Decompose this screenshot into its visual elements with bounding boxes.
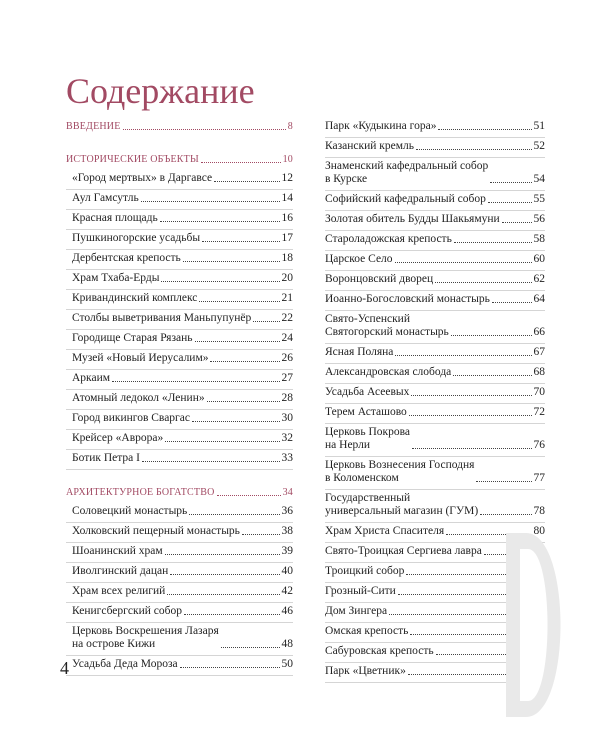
toc-entry[interactable] [66,210,293,230]
toc-entry-label: Казанский кремль [325,140,415,152]
toc-entry-page: 21 [281,292,293,304]
toc-entry[interactable] [66,603,293,623]
toc-entry[interactable] [66,370,293,390]
toc-entry-label: Красная площадь [72,212,158,224]
toc-entry-label: ИСТОРИЧЕСКИЕ ОБЪЕКТЫ [66,154,199,165]
toc-entry-label: Церковь Покрова на Нерли [325,426,410,451]
toc-entry-label: АРХИТЕКТУРНОЕ БОГАТСТВО [66,487,215,498]
toc-entry-label: Парк «Цветник» [325,665,406,677]
toc-entry-label: «Город мертвых» в Даргавсе [72,172,213,184]
toc-entry-label: Музей «Новый Иерусалим» [72,352,209,364]
toc-entry[interactable] [66,310,293,330]
toc-entry-page: 50 [281,658,293,670]
toc-entry-page: 48 [281,638,293,650]
toc-entry-page: 66 [533,326,545,338]
toc-entry-label: Староладожская крепость [325,233,452,245]
leader-dots [409,415,532,416]
leader-dots [253,321,279,322]
toc-entry[interactable] [325,138,545,158]
toc-entry[interactable] [66,503,293,523]
toc-entry-label: Городище Старая Рязань [72,332,193,344]
toc-entry-label: Усадьба Деда Мороза [72,658,178,670]
toc-entry-page: 32 [281,432,293,444]
toc-entry-label: Парк «Кудыкина гора» [325,120,437,132]
toc-entry-label: Свято-Троицкая Сергиева лавра [325,545,482,557]
toc-entry-page: 16 [281,212,293,224]
leader-dots [453,375,531,376]
section-spacer [66,137,293,151]
toc-entry-page: 55 [533,193,545,205]
toc-entry[interactable] [325,231,545,251]
toc-entry[interactable] [325,271,545,291]
toc-entry-label: Свято-Успенский Святогорский монастырь [325,313,449,338]
toc-entry-label: Царское Село [325,253,393,265]
toc-entry[interactable] [325,118,545,138]
toc-entry-page: 12 [281,172,293,184]
toc-entry[interactable] [325,404,545,424]
toc-entry-page: 17 [281,232,293,244]
leader-dots [161,281,279,282]
toc-entry-label: Соловецкий монастырь [72,505,188,517]
toc-entry-page: 40 [281,565,293,577]
toc-entry-page: 38 [281,525,293,537]
toc-entry[interactable] [66,583,293,603]
toc-entry-label: Софийский кафедральный собор [325,193,486,205]
toc-entry-page: 70 [533,386,545,398]
leader-dots [202,241,279,242]
toc-entry[interactable] [325,424,545,457]
toc-entry[interactable] [66,523,293,543]
leader-dots [207,401,280,402]
toc-entry[interactable] [66,290,293,310]
leader-dots [160,221,280,222]
page-title: Содержание [66,71,255,111]
toc-section-header[interactable] [66,151,293,170]
leader-dots [476,481,531,482]
toc-entry-label: Крейсер «Аврора» [72,432,164,444]
toc-entry-page: 18 [281,252,293,264]
toc-entry[interactable] [325,490,545,523]
leader-dots [480,514,531,515]
toc-entry-page: 33 [281,452,293,464]
toc-entry-label: ВВЕДЕНИЕ [66,121,121,132]
toc-entry-page: 20 [281,272,293,284]
leader-dots [165,441,279,442]
toc-entry[interactable] [325,251,545,271]
leader-dots [221,647,280,648]
toc-entry[interactable] [66,330,293,350]
toc-entry-page: 24 [281,332,293,344]
toc-entry[interactable] [66,190,293,210]
leader-dots [112,381,279,382]
toc-entry-label: Атомный ледокол «Ленин» [72,392,205,404]
toc-entry-page: 67 [533,346,545,358]
toc-entry-label: Кенигсбергский собор [72,605,182,617]
toc-entry-page: 78 [533,505,545,517]
toc-entry-label: Храм Тхаба-Ерды [72,272,160,284]
toc-entry-page: 58 [533,233,545,245]
toc-entry-page: 62 [533,273,545,285]
leader-dots [242,534,280,535]
toc-entry-label: Александровская слобода [325,366,452,378]
toc-entry[interactable] [66,350,293,370]
toc-entry-page: 42 [281,585,293,597]
toc-entry-label: Троицкий собор [325,565,405,577]
toc-entry-page: 68 [533,366,545,378]
toc-entry-label: Дербентская крепость [72,252,181,264]
toc-section-header[interactable] [66,484,293,503]
toc-entry-label: Шоанинский храм [72,545,163,557]
toc-entry[interactable] [66,543,293,563]
toc-entry-page: 52 [533,140,545,152]
toc-entry[interactable] [66,170,293,190]
toc-entry-page: 27 [281,372,293,384]
toc-entry-page: 8 [287,121,293,132]
toc-entry-page: 46 [281,605,293,617]
toc-entry[interactable] [325,291,545,311]
toc-entry[interactable] [66,270,293,290]
toc-entry-page: 30 [281,412,293,424]
leader-dots [141,201,280,202]
toc-entry-label: Храм всех религий [72,585,166,597]
toc-entry[interactable] [66,250,293,270]
leader-dots [451,335,532,336]
toc-entry[interactable] [66,656,293,676]
toc-entry-label: Ясная Поляна [325,346,394,358]
decorative-letter-d-watermark [500,525,570,725]
toc-entry-page: 72 [533,406,545,418]
toc-entry-label: Государственный универсальный магазин (ГУМ) [325,492,479,517]
toc-entry-label: Терем Асташово [325,406,407,418]
toc-entry[interactable] [66,230,293,250]
leader-dots [490,182,531,183]
toc-entry-page: 54 [533,173,545,185]
leader-dots [395,262,532,263]
toc-entry-page: 64 [533,293,545,305]
toc-entry-label: Золотая обитель Будды Шакьямуни [325,213,500,225]
toc-entry-label: Пушкиногорские усадьбы [72,232,201,244]
toc-entry-label: Храм Христа Спасителя [325,525,445,537]
toc-entry-page: 14 [281,192,293,204]
section-spacer [66,470,293,484]
toc-entry-label: Дом Зингера [325,605,388,617]
toc-entry[interactable] [66,450,293,470]
toc-entry[interactable] [66,390,293,410]
toc-entry-page: 10 [282,154,293,165]
toc-entry[interactable] [325,211,545,231]
toc-entry-page: 26 [281,352,293,364]
toc-entry-label: Холковский пещерный монастырь [72,525,240,537]
toc-entry[interactable] [325,191,545,211]
toc-entry-label: Омская крепость [325,625,409,637]
leader-dots [167,594,279,595]
toc-left-sections [66,137,293,676]
toc-entry-label: Знаменский кафедральный собор в Курске [325,160,489,185]
toc-entry-label: Ботик Петра I [72,452,140,464]
toc-entry-page: 22 [281,312,293,324]
toc-entry-label: Столбы выветривания Маньпупунёр [72,312,252,324]
leader-dots [192,421,280,422]
leader-dots [170,574,279,575]
toc-entry[interactable] [66,410,293,430]
leader-dots [184,614,280,615]
toc-entry-page: 80 [533,525,545,537]
toc-entry-page: 39 [281,545,293,557]
toc-entry[interactable] [325,311,545,344]
leader-dots [488,202,532,203]
toc-entry[interactable] [66,623,293,656]
toc-entry-label: Иволгинский дацан [72,565,169,577]
toc-left-column [66,118,293,676]
toc-entry-label: Город викингов Сваргас [72,412,190,424]
leader-dots [189,514,279,515]
toc-entry-page: 36 [281,505,293,517]
toc-section-intro[interactable] [66,118,293,137]
toc-entry-page: 34 [282,487,293,498]
leader-dots [195,341,280,342]
toc-entry-label: Грозный-Сити [325,585,396,597]
leader-dots [214,181,279,182]
page-number: 4 [60,658,69,678]
leader-dots [454,242,532,243]
toc-entry[interactable] [325,158,545,191]
toc-entry-page: 76 [533,439,545,451]
leader-dots [438,129,531,130]
leader-dots [201,162,281,163]
toc-entry[interactable] [325,344,545,364]
toc-entry-label: Аркаим [72,372,111,384]
leader-dots [183,261,280,262]
leader-dots [142,461,280,462]
toc-entry-page: 77 [533,472,545,484]
toc-entry-label: Церковь Воскрешения Лазаря на острове Кижи [72,625,219,650]
leader-dots [123,129,286,130]
toc-entry-page: 28 [281,392,293,404]
toc-entry-page: 51 [533,120,545,132]
toc-entry-label: Усадьба Асеевых [325,386,410,398]
toc-entry-label: Церковь Вознесения Господня в Коломенском [325,459,475,484]
toc-entry-page: 60 [533,253,545,265]
toc-entry-label: Воронцовский дворец [325,273,434,285]
leader-dots [395,355,531,356]
leader-dots [435,282,531,283]
toc-entry[interactable] [325,384,545,404]
toc-entry-label: Кривандинский комплекс [72,292,198,304]
leader-dots [411,395,531,396]
toc-entry-label: Сабуровская крепость [325,645,434,657]
leader-dots [412,448,532,449]
leader-dots [416,149,531,150]
leader-dots [502,222,532,223]
toc-entry-label: Иоанно-Богословский монастырь [325,293,490,305]
toc-entry-page: 56 [533,213,545,225]
leader-dots [210,361,279,362]
toc-entry[interactable] [66,563,293,583]
toc-entry[interactable] [325,364,545,384]
leader-dots [217,495,281,496]
toc-entry[interactable] [325,457,545,490]
leader-dots [199,301,279,302]
leader-dots [165,554,280,555]
toc-entry[interactable] [66,430,293,450]
leader-dots [180,667,280,668]
leader-dots [492,302,532,303]
toc-entry-label: Аул Гамсутль [72,192,139,204]
